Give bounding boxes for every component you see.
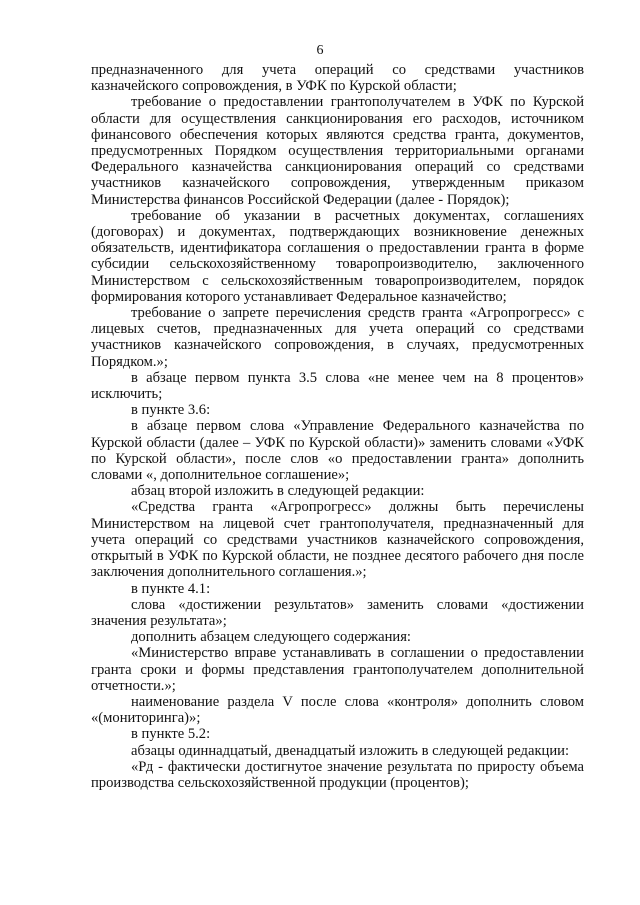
paragraph: «Министерство вправе устанавливать в соглашении о предоставлении гранта сроки и формы представления грантополучателем дополнительной отчетности.»; (91, 645, 584, 694)
paragraph: слова «достижении результатов» заменить словами «достижении значения результата»; (91, 596, 584, 629)
paragraph: требование об указании в расчетных документах, соглашениях (договорах) и документах, подтверждающих возникновение денежных обязательств, идентификатора соглашения о предоставлении гранта в форме субсидии сельскохозяйственному товаропроизводителю, заключенного Министерством с сельскохозяйственным товаропроизводителем, порядок формирования которого устанавливает Федеральное казначейство; (91, 207, 584, 305)
page-number: 6 (316, 43, 324, 58)
paragraph: дополнить абзацем следующего содержания: (131, 629, 411, 646)
paragraph: в пункте 5.2: (131, 726, 211, 743)
paragraph: требование о предоставлении грантополучателем в УФК по Курской области для осуществления санкционирования его расходов, источником финансового обеспечения которых являются средства гранта, документов, предусмотренных Порядком осуществления территориальными органами Федерального казначейства санкционирования операций со средствами участников казначейского сопровождения, утвержденным приказом Министерства финансов Российской Федерации (далее - Порядок); (91, 94, 584, 208)
paragraph: предназначенного для учета операций со средствами участников казначейского сопровождения, в УФК по Курской области; (91, 62, 584, 95)
paragraph: в абзаце первом слова «Управление Федерального казначейства по Курской области (далее – УФК по Курской области)» заменить словами «УФК по Курской области», после слов «о предоставлении гранта» дополнить словами «, дополнительное соглашение»; (91, 418, 584, 484)
paragraph: наименование раздела V после слова «контроля» дополнить словом «(мониторинга)»; (91, 693, 584, 727)
paragraph: в пункте 3.6: (131, 402, 211, 419)
paragraph: в абзаце первом пункта 3.5 слова «не менее чем на 8 процентов» исключить; (91, 369, 584, 403)
paragraph: требование о запрете перечисления средств гранта «Агропрогресс» с лицевых счетов, предназначенных для учета операций со средствами участников казначейского сопровождения, в случаях, предусмотренных Порядком.»; (91, 305, 584, 370)
document-body (91, 62, 584, 791)
paragraph: «Средства гранта «Агропрогресс» должны быть перечислены Министерством на лицевой счет грантополучателя, предназначенный для учета операций со средствами участников казначейского сопровождения, открытый в УФК по Курской области, не позднее десятого рабочего дня после заключения дополнительного соглашения.»; (91, 499, 584, 581)
paragraph: в пункте 4.1: (131, 580, 211, 597)
paragraph: «Рд - фактически достигнутое значение результата по приросту объема производства сельскохозяйственной продукции (процентов); (91, 758, 584, 791)
paragraph: абзацы одиннадцатый, двенадцатый изложить в следующей редакции: (131, 742, 570, 759)
paragraph: абзац второй изложить в следующей редакции: (131, 483, 425, 500)
